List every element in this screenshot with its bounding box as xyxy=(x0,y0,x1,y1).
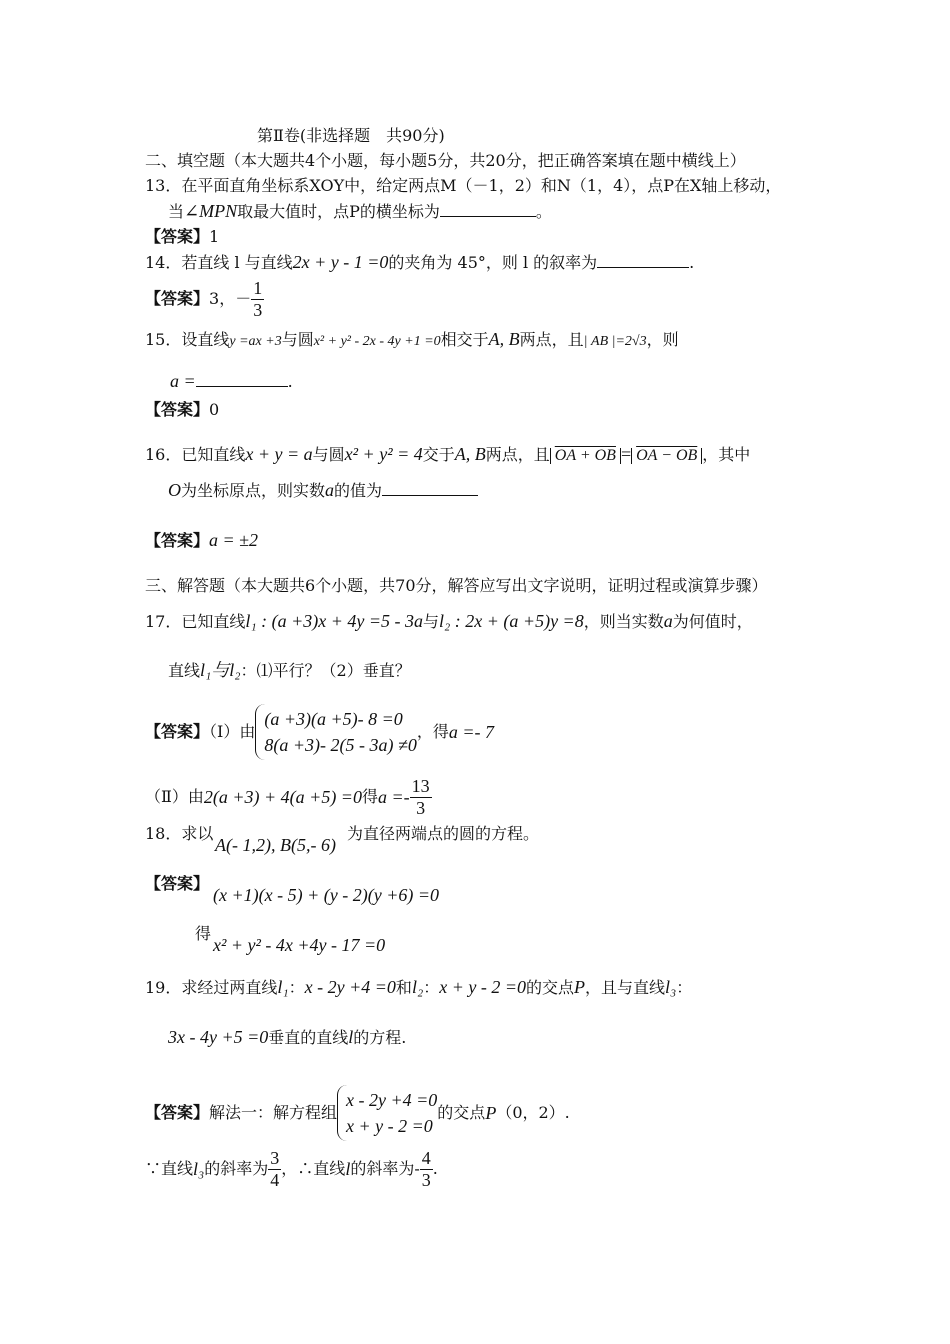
question-13-line-2 xyxy=(168,202,552,220)
q15-var: a = xyxy=(170,371,196,391)
q19-l3: l₃ xyxy=(665,977,677,997)
q19-eq2: x + y - 2 =0 xyxy=(439,977,526,997)
question-13-line-1: 13．在平面直角坐标系XOY中，给定两点M（－1，2）和N（1，4），点P在X轴上移动， xyxy=(145,176,782,195)
q17-ans2-result: a =- xyxy=(377,787,410,808)
q17-ans2-pre: （Ⅱ）由 xyxy=(145,787,204,807)
q19-text-3: ，且与直线 xyxy=(585,978,666,997)
q19-p: P xyxy=(574,977,585,997)
solve-section-header: 三、解答题（本大题共6个小题，共70分，解答应写出文字说明，证明过程或演算步骤） xyxy=(145,576,768,595)
q19-ans-point: （0，2）. xyxy=(496,1103,570,1123)
q16-answer xyxy=(145,531,258,549)
q19-colon: ： xyxy=(288,978,305,997)
q18-text: 18．求以 xyxy=(145,824,214,843)
q16-vector-diff: OA − OB xyxy=(631,448,702,464)
q19-text: 19．求经过两直线 xyxy=(145,978,278,997)
question-19 xyxy=(145,978,692,996)
fill-in-section-header: 二、填空题（本大题共4个小题，每小题5分，共20分，把正确答案填在题中横线上） xyxy=(145,151,746,170)
q17-ans2-fraction xyxy=(410,776,432,818)
q18-text-2: 为直径两端点的圆的方程。 xyxy=(347,824,540,843)
q15-dot: . xyxy=(287,372,293,391)
q16-text-2: 与圆 xyxy=(312,445,345,464)
q13-answer xyxy=(145,229,219,245)
section-title: 第Ⅱ卷(非选择题 共90分) xyxy=(257,126,445,145)
q15-answer-blank xyxy=(196,372,288,387)
q18-eq-1: (x +1)(x - 5) + (y - 2)(y +6) =0 xyxy=(213,885,439,905)
q18-points-value: A(- 1,2), B(5,- 6) xyxy=(215,835,336,855)
q17-text-3: ，则当实数 xyxy=(583,612,664,631)
q16-text: 16．已知直线 xyxy=(145,445,246,464)
question-16 xyxy=(145,445,750,464)
q16-text-6: 为坐标原点，则实数 xyxy=(181,481,326,500)
q17-var: a xyxy=(663,611,673,631)
q17-answer-2 xyxy=(145,776,432,818)
q19-ans-p: P xyxy=(485,1103,497,1124)
q13-text: 当 xyxy=(168,202,185,221)
q15-answer xyxy=(145,402,219,418)
question-17-line-2 xyxy=(168,661,411,679)
q19-ans-mid: 的交点 xyxy=(437,1103,486,1123)
q16-line-eq: x + y = a xyxy=(245,444,313,464)
q14-answer xyxy=(145,278,264,320)
q15-answer-value: 0 xyxy=(209,400,220,419)
q15-text-3: 相交于 xyxy=(440,330,489,349)
q15-line-eq: y =ax +3 xyxy=(229,334,282,349)
q17-system-eq-1: (a +3)(a +5)- 8 =0 xyxy=(264,709,403,729)
q17-text: 17．已知直线 xyxy=(145,612,246,631)
question-17 xyxy=(145,612,753,630)
q17-system-eq-2: 8(a +3)- 2(5 - 3a) ≠0 xyxy=(264,735,417,756)
q19-answer xyxy=(145,1085,570,1141)
q16-text-7: 的值为 xyxy=(334,481,383,500)
answer-label: 【答案】 xyxy=(145,227,210,246)
q17-lines: l₁与l₂ xyxy=(200,660,241,680)
q19-equation-system xyxy=(337,1085,437,1141)
q19-system-eq-2: x + y - 2 =0 xyxy=(346,1116,433,1137)
q19-l2: l₂ xyxy=(411,977,424,997)
q16-origin: O xyxy=(168,480,181,500)
q15-line-2 xyxy=(170,372,293,390)
answer-label: 【答案】 xyxy=(145,874,210,893)
q19-last-pre: ∵直线 xyxy=(145,1159,194,1179)
q16-eqsign: = xyxy=(620,444,632,464)
q18-answer-eq-1 xyxy=(213,886,439,904)
q17-text-2: 与 xyxy=(423,612,440,631)
q19-text-4: 垂直的直线 xyxy=(268,1028,349,1047)
q17-l2: l₂ : 2x + (a +5)y =8 xyxy=(439,611,584,631)
question-18 xyxy=(145,826,213,842)
q16-vector-sum: OA + OB xyxy=(550,448,621,464)
q16-text-4: 两点，且 xyxy=(485,445,550,464)
q19-colon-2: ： xyxy=(423,978,440,997)
fraction-denominator: 3 xyxy=(253,299,263,320)
q15-text-4: 两点，且 xyxy=(519,330,584,349)
q15-text-2: 与圆 xyxy=(281,330,314,349)
q18-answer-eq-2 xyxy=(213,936,385,954)
q19-system-eq-1: x - 2y +4 =0 xyxy=(346,1090,438,1110)
q17-ans2-eq: 2(a +3) + 4(a +5) =0 xyxy=(203,787,362,808)
q17-l1: l₁ : (a +3)x + 4y =5 - 3a xyxy=(245,611,424,631)
q17-ans1-pre: （Ⅰ）由 xyxy=(209,722,256,742)
q16-text-3: 交于 xyxy=(422,445,455,464)
fraction-numerator: 13 xyxy=(411,776,430,796)
q16-circle-eq: x² + y² = 4 xyxy=(344,444,423,464)
q19-colon-3: ： xyxy=(676,978,693,997)
q19-last-l: l xyxy=(345,1159,351,1180)
q13-answer-value: 1 xyxy=(209,227,220,246)
q17-text-5: 直线 xyxy=(168,661,201,680)
q14-text-2: 的夹角为 45°，则 l 的叙率为 xyxy=(388,253,598,272)
q19-slope-line xyxy=(145,1148,438,1190)
q17-equation-system xyxy=(255,704,417,760)
q13-angle: ∠MPN xyxy=(184,201,238,221)
q15-circle-eq: x² + y² - 2x - 4y +1 =0 xyxy=(313,334,441,349)
q19-ans-pre: 解法一：解方程组 xyxy=(209,1103,338,1123)
q15-chord: | AB |=2√3 xyxy=(583,334,647,349)
answer-label: 【答案】 xyxy=(145,400,210,419)
q14-text: 14．若直线 l 与直线 xyxy=(145,253,293,272)
q16-var: a xyxy=(325,480,335,500)
fraction-numerator: 3 xyxy=(270,1148,280,1168)
q19-last-mid3: 的斜率为- xyxy=(350,1159,420,1179)
q15-points: A, B xyxy=(488,329,520,349)
q14-answer-blank xyxy=(597,253,689,268)
q19-l: l xyxy=(348,1027,354,1047)
q17-text-4: 为何值时， xyxy=(672,612,753,631)
q19-slope-fraction-1 xyxy=(268,1148,281,1190)
question-15 xyxy=(145,330,679,349)
q14-end: . xyxy=(689,253,695,272)
question-16-line-2 xyxy=(168,481,478,499)
q19-last-l3: l₃ xyxy=(193,1159,205,1180)
q18-points xyxy=(215,836,336,854)
q18-answer-line-2 xyxy=(195,926,211,942)
q18-answer-label xyxy=(145,876,209,892)
q14-equation: 2x + y - 1 =0 xyxy=(292,252,389,272)
q19-text-5: 的方程. xyxy=(353,1028,407,1047)
fraction-denominator: 3 xyxy=(421,1169,431,1190)
q17-text-6: ：⑴平行？（2）垂直？ xyxy=(240,661,411,680)
q17-answer-1 xyxy=(145,704,494,760)
q13-answer-blank xyxy=(440,202,536,217)
q14-answer-fraction xyxy=(251,278,264,320)
q16-answer-value: a = ±2 xyxy=(209,530,259,550)
q19-last-mid: 的斜率为 xyxy=(204,1159,269,1179)
q15-text-5: ，则 xyxy=(646,330,679,349)
q13-text-2: 取最大值时，点P的横坐标为 xyxy=(237,202,440,221)
fraction-denominator: 3 xyxy=(416,797,426,818)
q15-text: 15．设直线 xyxy=(145,330,230,349)
q19-text-2: 的交点 xyxy=(525,978,574,997)
q19-last-mid2: ，∴直线 xyxy=(281,1159,346,1179)
question-19-line-2 xyxy=(168,1028,406,1046)
q16-points: A, B xyxy=(454,444,486,464)
q18-de: 得 xyxy=(195,924,212,943)
answer-label: 【答案】 xyxy=(145,1103,210,1123)
q17-ans2-mid: 得 xyxy=(361,787,378,807)
fraction-numerator: 4 xyxy=(421,1148,431,1168)
q13-end: 。 xyxy=(535,202,552,221)
q16-text-5: ，其中 xyxy=(702,445,751,464)
question-14 xyxy=(145,253,694,271)
q19-eq1: x - 2y +4 =0 xyxy=(304,977,396,997)
q19-and: 和 xyxy=(395,978,412,997)
q14-answer-value: 3，－ xyxy=(209,289,252,309)
answer-label: 【答案】 xyxy=(145,289,210,309)
q18-eq-2: x² + y² - 4x +4y - 17 =0 xyxy=(213,935,386,955)
fraction-denominator: 4 xyxy=(270,1169,280,1190)
q19-last-end: . xyxy=(432,1159,438,1179)
q17-ans1-result: a =- 7 xyxy=(448,722,494,743)
fraction-numerator: 1 xyxy=(253,278,263,298)
q19-slope-fraction-2 xyxy=(420,1148,433,1190)
answer-label: 【答案】 xyxy=(145,531,210,550)
q19-l3-eq: 3x - 4y +5 =0 xyxy=(168,1027,269,1047)
q19-l1: l₁ xyxy=(277,977,289,997)
q16-answer-blank xyxy=(382,481,478,496)
answer-label: 【答案】 xyxy=(145,722,210,742)
q17-ans1-mid: ，得 xyxy=(416,722,449,742)
